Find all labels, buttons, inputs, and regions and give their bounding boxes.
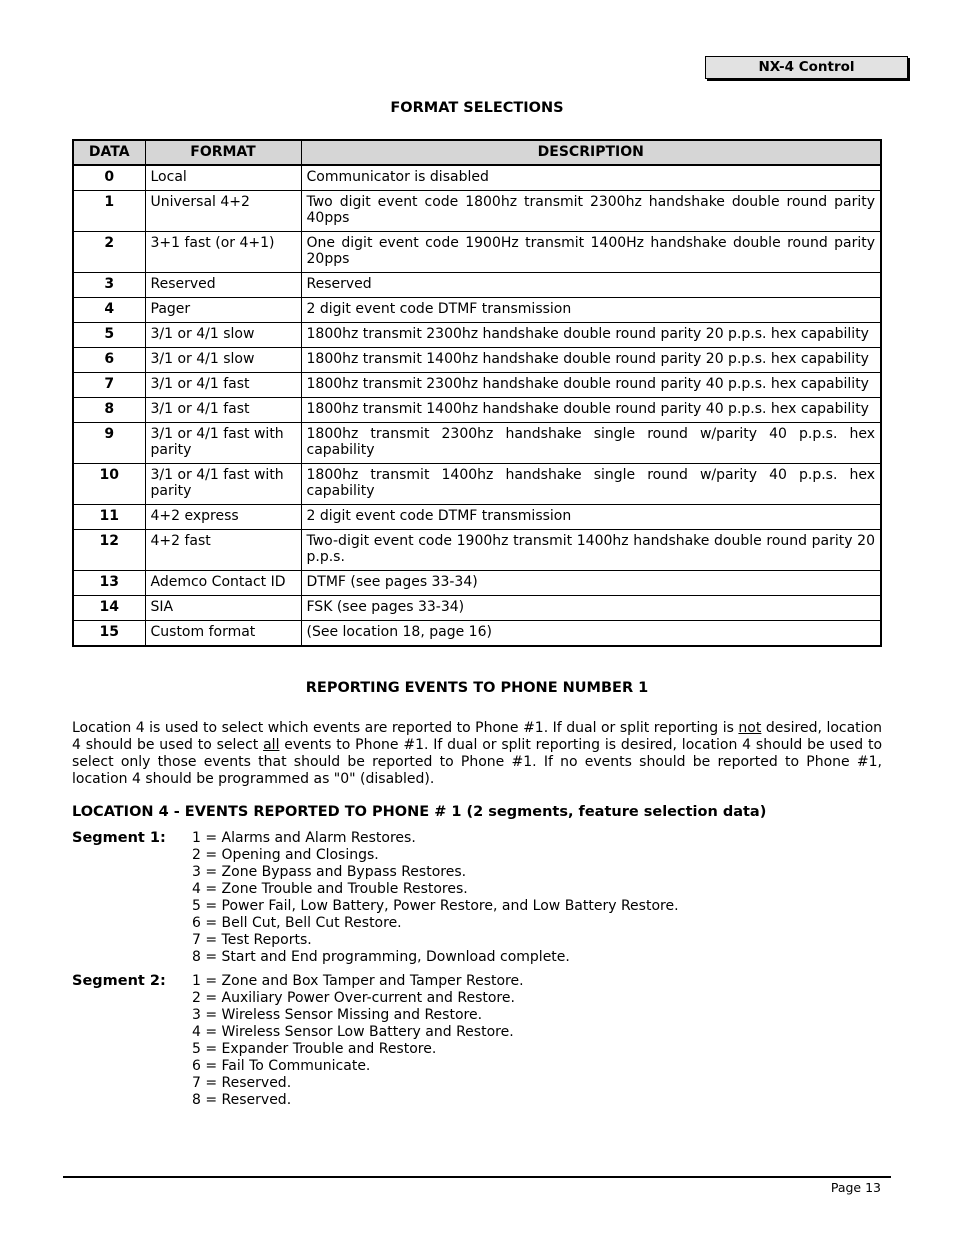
list-item: 5 = Power Fail, Low Battery, Power Restore, and Low Battery Restore.	[192, 898, 679, 914]
table-row	[73, 298, 881, 323]
list-item: 2 = Opening and Closings.	[192, 847, 379, 863]
segment-1-list	[192, 830, 679, 966]
cell-description: Communicator is disabled	[301, 165, 881, 191]
cell-description: 2 digit event code DTMF transmission	[301, 505, 881, 530]
cell-format: 4+2 express	[145, 505, 301, 530]
list-item: 6 = Bell Cut, Bell Cut Restore.	[192, 915, 402, 931]
cell-description: FSK (see pages 33-34)	[301, 596, 881, 621]
format-selections-table	[72, 139, 882, 647]
cell-format: Local	[145, 165, 301, 191]
table-row	[73, 621, 881, 647]
table-header-row	[73, 140, 881, 165]
cell-description: (See location 18, page 16)	[301, 621, 881, 647]
cell-data: 10	[73, 464, 145, 505]
format-selections-title: FORMAT SELECTIONS	[390, 100, 564, 116]
cell-data: 3	[73, 273, 145, 298]
cell-description: 1800hz transmit 2300hz handshake double round parity 20 p.p.s. hex capability	[301, 323, 881, 348]
cell-format: 3/1 or 4/1 slow	[145, 323, 301, 348]
list-item: 8 = Reserved.	[192, 1092, 292, 1108]
table-row	[73, 596, 881, 621]
table-row	[73, 273, 881, 298]
cell-data: 12	[73, 530, 145, 571]
cell-format: Reserved	[145, 273, 301, 298]
list-item: 4 = Wireless Sensor Low Battery and Restore.	[192, 1024, 514, 1040]
cell-data: 9	[73, 423, 145, 464]
cell-format: Custom format	[145, 621, 301, 647]
cell-format: Ademco Contact ID	[145, 571, 301, 596]
cell-format: 3+1 fast (or 4+1)	[145, 232, 301, 273]
column-header-description: DESCRIPTION	[301, 140, 881, 165]
segment-2-label: Segment 2:	[72, 973, 166, 989]
list-item: 1 = Alarms and Alarm Restores.	[192, 830, 416, 846]
page-number: Page 13	[830, 1180, 881, 1195]
location-4-heading: LOCATION 4 - EVENTS REPORTED TO PHONE # 1 (2 segments, feature selection data)	[72, 804, 767, 820]
table-row	[73, 530, 881, 571]
list-item: 7 = Test Reports.	[192, 932, 312, 948]
cell-format: 3/1 or 4/1 fast with parity	[145, 464, 301, 505]
cell-data: 15	[73, 621, 145, 647]
list-item: 1 = Zone and Box Tamper and Tamper Restore.	[192, 973, 524, 989]
list-item: 3 = Zone Bypass and Bypass Restores.	[192, 864, 467, 880]
table-row	[73, 323, 881, 348]
table-row	[73, 373, 881, 398]
para-text-2: desired, location 4 should be used to select	[72, 720, 883, 753]
cell-description: 1800hz transmit 1400hz handshake double round parity 40 p.p.s. hex capability	[301, 398, 881, 423]
cell-format: Pager	[145, 298, 301, 323]
column-header-data: DATA	[73, 140, 145, 165]
para-emphasis-not: not	[738, 720, 762, 736]
list-item: 2 = Auxiliary Power Over-current and Restore.	[192, 990, 515, 1006]
cell-data: 6	[73, 348, 145, 373]
table-row	[73, 191, 881, 232]
segment-1-label: Segment 1:	[72, 830, 166, 846]
cell-description: Two digit event code 1800hz transmit 2300hz handshake double round parity 40pps	[301, 191, 881, 232]
para-text-1: Location 4 is used to select which events are reported to Phone #1. If dual or split reporting is	[72, 720, 739, 736]
cell-format: 3/1 or 4/1 fast	[145, 373, 301, 398]
cell-description: One digit event code 1900Hz transmit 1400Hz handshake double round parity 20pps	[301, 232, 881, 273]
column-header-format: FORMAT	[145, 140, 301, 165]
cell-description: Reserved	[301, 273, 881, 298]
cell-format: 3/1 or 4/1 slow	[145, 348, 301, 373]
cell-data: 1	[73, 191, 145, 232]
cell-format: Universal 4+2	[145, 191, 301, 232]
list-item: 3 = Wireless Sensor Missing and Restore.	[192, 1007, 483, 1023]
cell-format: 4+2 fast	[145, 530, 301, 571]
cell-data: 2	[73, 232, 145, 273]
cell-data: 0	[73, 165, 145, 191]
table-row	[73, 165, 881, 191]
document-label: NX-4 Control	[705, 56, 908, 79]
cell-data: 5	[73, 323, 145, 348]
cell-description: DTMF (see pages 33-34)	[301, 571, 881, 596]
cell-data: 11	[73, 505, 145, 530]
cell-description: 1800hz transmit 2300hz handshake double round parity 40 p.p.s. hex capability	[301, 373, 881, 398]
para-text-3: events to Phone #1. If dual or split reporting is desired, location 4 should be used to select only those events that should be reported to Phone #1. If no events should be reported to Phone #1, location 4 should be programmed as "0" (disabled).	[72, 737, 883, 787]
table-row	[73, 464, 881, 505]
table-row	[73, 505, 881, 530]
cell-data: 14	[73, 596, 145, 621]
table-row	[73, 232, 881, 273]
table-row	[73, 571, 881, 596]
cell-description: 1800hz transmit 2300hz handshake single round w/parity 40 p.p.s. hex capability	[301, 423, 881, 464]
cell-data: 7	[73, 373, 145, 398]
list-item: 4 = Zone Trouble and Trouble Restores.	[192, 881, 468, 897]
cell-data: 4	[73, 298, 145, 323]
para-emphasis-all: all	[263, 737, 280, 753]
list-item: 8 = Start and End programming, Download complete.	[192, 949, 570, 965]
cell-description: Two-digit event code 1900hz transmit 1400hz handshake double round parity 20 p.p.s.	[301, 530, 881, 571]
list-item: 7 = Reserved.	[192, 1075, 292, 1091]
cell-description: 1800hz transmit 1400hz handshake single round w/parity 40 p.p.s. hex capability	[301, 464, 881, 505]
list-item: 6 = Fail To Communicate.	[192, 1058, 371, 1074]
cell-data: 13	[73, 571, 145, 596]
cell-description: 1800hz transmit 1400hz handshake double round parity 20 p.p.s. hex capability	[301, 348, 881, 373]
table-row	[73, 398, 881, 423]
reporting-title: REPORTING EVENTS TO PHONE NUMBER 1	[305, 680, 649, 696]
table-row	[73, 423, 881, 464]
cell-format: 3/1 or 4/1 fast	[145, 398, 301, 423]
cell-format: 3/1 or 4/1 fast with parity	[145, 423, 301, 464]
footer-divider	[63, 1176, 891, 1178]
cell-format: SIA	[145, 596, 301, 621]
cell-description: 2 digit event code DTMF transmission	[301, 298, 881, 323]
list-item: 5 = Expander Trouble and Restore.	[192, 1041, 437, 1057]
segment-2-list	[192, 973, 524, 1109]
table-row	[73, 348, 881, 373]
cell-data: 8	[73, 398, 145, 423]
reporting-description	[72, 720, 882, 788]
